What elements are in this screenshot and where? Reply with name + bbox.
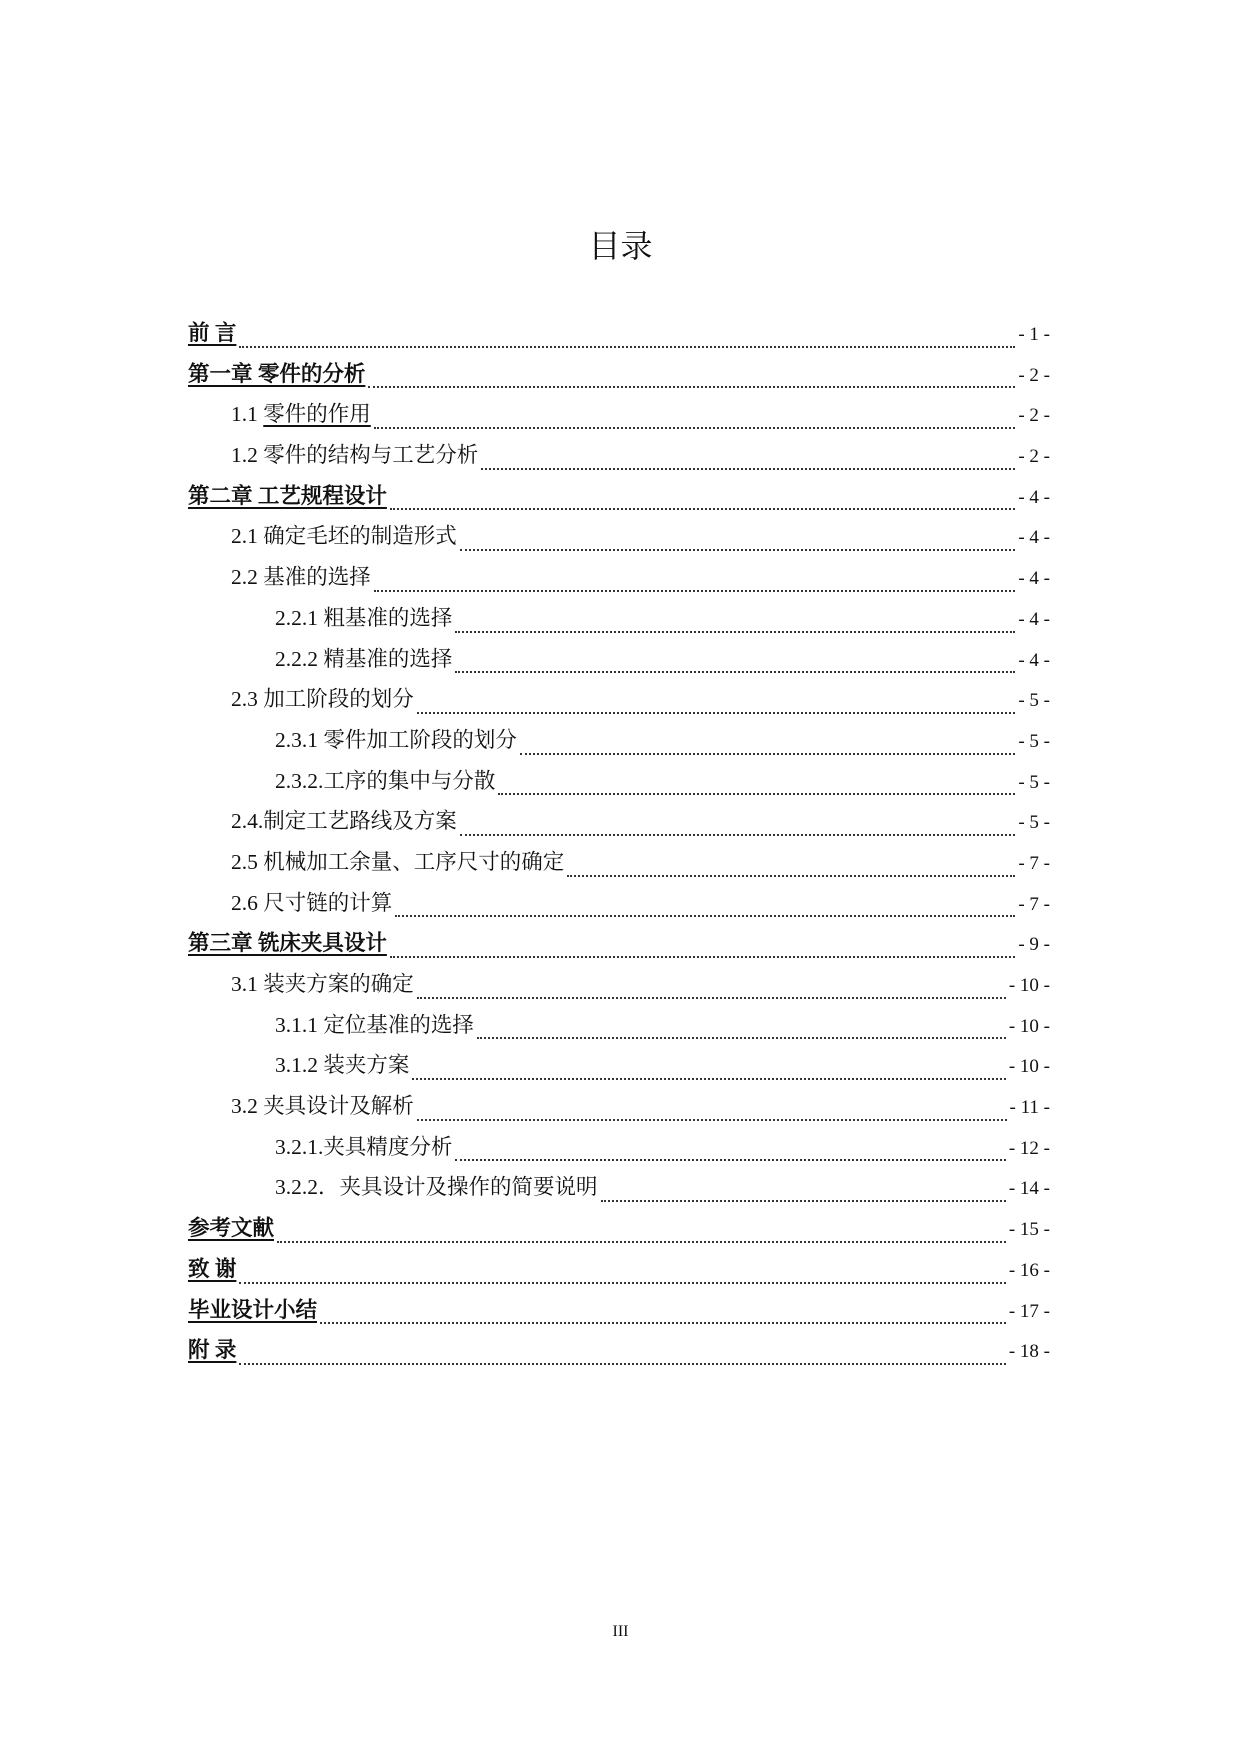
toc-chapter-entry[interactable] (188, 1252, 1050, 1293)
toc-page-number: - 2 - (1018, 364, 1050, 386)
toc-entry-title[interactable]: 3.1.1 定位基准的选择 (275, 1012, 474, 1037)
toc-entry-title[interactable]: 2.2 基准的选择 (231, 565, 371, 590)
toc-entry-label[interactable]: 零件的作用 (263, 402, 371, 427)
dot-leader (412, 1078, 1005, 1080)
toc-chapter-entry[interactable] (188, 1293, 1050, 1334)
dot-leader (460, 549, 1016, 551)
toc-page-number: - 5 - (1018, 730, 1050, 752)
dot-leader (417, 997, 1006, 999)
toc-page-number: - 9 - (1018, 934, 1050, 956)
dot-leader (567, 875, 1015, 877)
toc-page-number: - 7 - (1018, 893, 1050, 915)
dot-leader (395, 915, 1015, 917)
dot-leader (417, 712, 1016, 714)
toc-page-number: - 14 - (1008, 1178, 1050, 1200)
toc-entry-title[interactable]: 第一章 零件的分析 (188, 361, 366, 386)
toc-entry-title[interactable]: 3.1.2 装夹方案 (275, 1053, 410, 1078)
dot-leader (477, 1037, 1006, 1039)
dot-leader (455, 1159, 1005, 1161)
dot-leader (239, 346, 1015, 348)
toc-subsection-entry[interactable] (188, 723, 1050, 764)
toc-page-number: - 10 - (1008, 975, 1050, 996)
toc-subsection-entry[interactable] (188, 1130, 1050, 1171)
dot-leader (460, 834, 1016, 836)
toc-page-number: - 11 - (1009, 1097, 1050, 1119)
toc-entry-title[interactable]: 3.1 装夹方案的确定 (231, 972, 414, 996)
page-number-footer: III (612, 1623, 629, 1640)
toc-section-entry[interactable] (188, 1089, 1050, 1130)
toc-section-entry[interactable] (188, 886, 1050, 927)
toc-subsection-entry[interactable] (188, 1008, 1050, 1049)
toc-section-entry[interactable] (188, 397, 1050, 438)
toc-section-entry[interactable] (188, 519, 1050, 560)
toc-subsection-entry[interactable] (188, 601, 1050, 642)
toc-subsection-entry[interactable] (188, 642, 1050, 683)
toc-entry-title[interactable]: 参考文献 (188, 1216, 275, 1241)
toc-page-number: - 1 - (1018, 324, 1050, 345)
toc-chapter-entry[interactable] (188, 357, 1050, 398)
toc-page-number: - 17 - (1008, 1300, 1050, 1322)
toc-entry-number: 1.1 (231, 402, 264, 427)
dot-leader (390, 956, 1015, 958)
toc-entry-title[interactable]: 2.3 加工阶段的划分 (231, 687, 414, 712)
dot-leader (601, 1200, 1006, 1202)
toc-entry-title[interactable]: 第二章 工艺规程设计 (188, 483, 387, 508)
toc-chapter-entry[interactable] (188, 1211, 1050, 1252)
toc-page-number: - 5 - (1018, 812, 1050, 834)
toc-entry-title[interactable]: 致 谢 (188, 1256, 237, 1281)
dot-leader (481, 468, 1015, 470)
toc-page-number: - 4 - (1018, 486, 1050, 508)
toc-page-number: - 4 - (1018, 649, 1050, 671)
toc-entry-title[interactable]: 2.3.2.工序的集中与分散 (275, 768, 496, 793)
dot-leader (239, 1363, 1005, 1365)
toc-page-number: - 2 - (1018, 446, 1050, 468)
dot-leader (277, 1241, 1006, 1243)
toc-page-number: - 4 - (1018, 527, 1050, 549)
toc-page-number: - 7 - (1018, 852, 1050, 874)
toc-entry-title[interactable]: 2.5 机械加工余量、工序尺寸的确定 (231, 849, 565, 874)
dot-leader (390, 508, 1015, 510)
page-title: 目录 (588, 227, 653, 265)
toc-entry-title[interactable]: 3.2.2．夹具设计及操作的简要说明 (275, 1175, 598, 1200)
toc-entry-title[interactable]: 1.2 零件的结构与工艺分析 (231, 443, 479, 468)
toc-entry-title[interactable]: 附 录 (188, 1338, 237, 1363)
toc-page-number: - 5 - (1018, 690, 1050, 712)
toc-subsection-entry[interactable] (188, 764, 1050, 805)
toc-entry-title[interactable]: 2.1 确定毛坯的制造形式 (231, 524, 457, 549)
toc-entry-title[interactable]: 2.3.1 零件加工阶段的划分 (275, 727, 517, 752)
toc-section-entry[interactable] (188, 845, 1050, 886)
toc-subsection-entry[interactable] (188, 1048, 1050, 1089)
dot-leader (368, 386, 1015, 388)
dot-leader (374, 590, 1016, 592)
toc-chapter-entry[interactable] (188, 1333, 1050, 1374)
dot-leader (455, 631, 1015, 633)
toc-entry-title[interactable]: 第三章 铣床夹具设计 (188, 931, 387, 956)
toc-section-entry[interactable] (188, 438, 1050, 479)
toc-entry-title[interactable]: 2.4.制定工艺路线及方案 (231, 809, 457, 834)
toc-entry-title[interactable]: 2.2.1 粗基准的选择 (275, 605, 453, 630)
toc-entry-title[interactable]: 3.2 夹具设计及解析 (231, 1094, 414, 1119)
toc-page-number: - 18 - (1008, 1341, 1050, 1363)
dot-leader (498, 793, 1015, 795)
toc-subsection-entry[interactable] (188, 1170, 1050, 1211)
dot-leader (320, 1322, 1006, 1324)
table-of-contents (188, 316, 1050, 1374)
toc-chapter-entry[interactable] (188, 479, 1050, 520)
dot-leader (417, 1119, 1007, 1121)
toc-section-entry[interactable] (188, 804, 1050, 845)
toc-page-number: - 12 - (1008, 1137, 1050, 1159)
toc-entry-title[interactable]: 2.6 尺寸链的计算 (231, 890, 393, 915)
toc-page-number: - 10 - (1008, 1056, 1050, 1078)
toc-entry-title[interactable]: 毕业设计小结 (188, 1297, 318, 1322)
toc-chapter-entry[interactable] (188, 316, 1050, 357)
toc-section-entry[interactable] (188, 967, 1050, 1008)
toc-page-number: - 16 - (1008, 1259, 1050, 1281)
dot-leader (520, 753, 1015, 755)
toc-chapter-entry[interactable] (188, 926, 1050, 967)
dot-leader (239, 1282, 1005, 1284)
toc-entry-title[interactable]: 3.2.1.夹具精度分析 (275, 1134, 453, 1159)
toc-page-number: - 10 - (1008, 1015, 1050, 1037)
dot-leader (374, 427, 1016, 429)
toc-page-number: - 15 - (1008, 1219, 1050, 1241)
toc-entry-title[interactable] (231, 397, 371, 428)
toc-section-entry[interactable] (188, 560, 1050, 601)
toc-section-entry[interactable] (188, 682, 1050, 723)
toc-page-number: - 4 - (1018, 608, 1050, 630)
toc-page-number: - 5 - (1018, 771, 1050, 793)
toc-page-number: - 2 - (1018, 405, 1050, 427)
toc-entry-title[interactable]: 前 言 (188, 321, 237, 345)
dot-leader (455, 671, 1015, 673)
toc-entry-title[interactable]: 2.2.2 精基准的选择 (275, 646, 453, 671)
toc-page-number: - 4 - (1018, 568, 1050, 590)
